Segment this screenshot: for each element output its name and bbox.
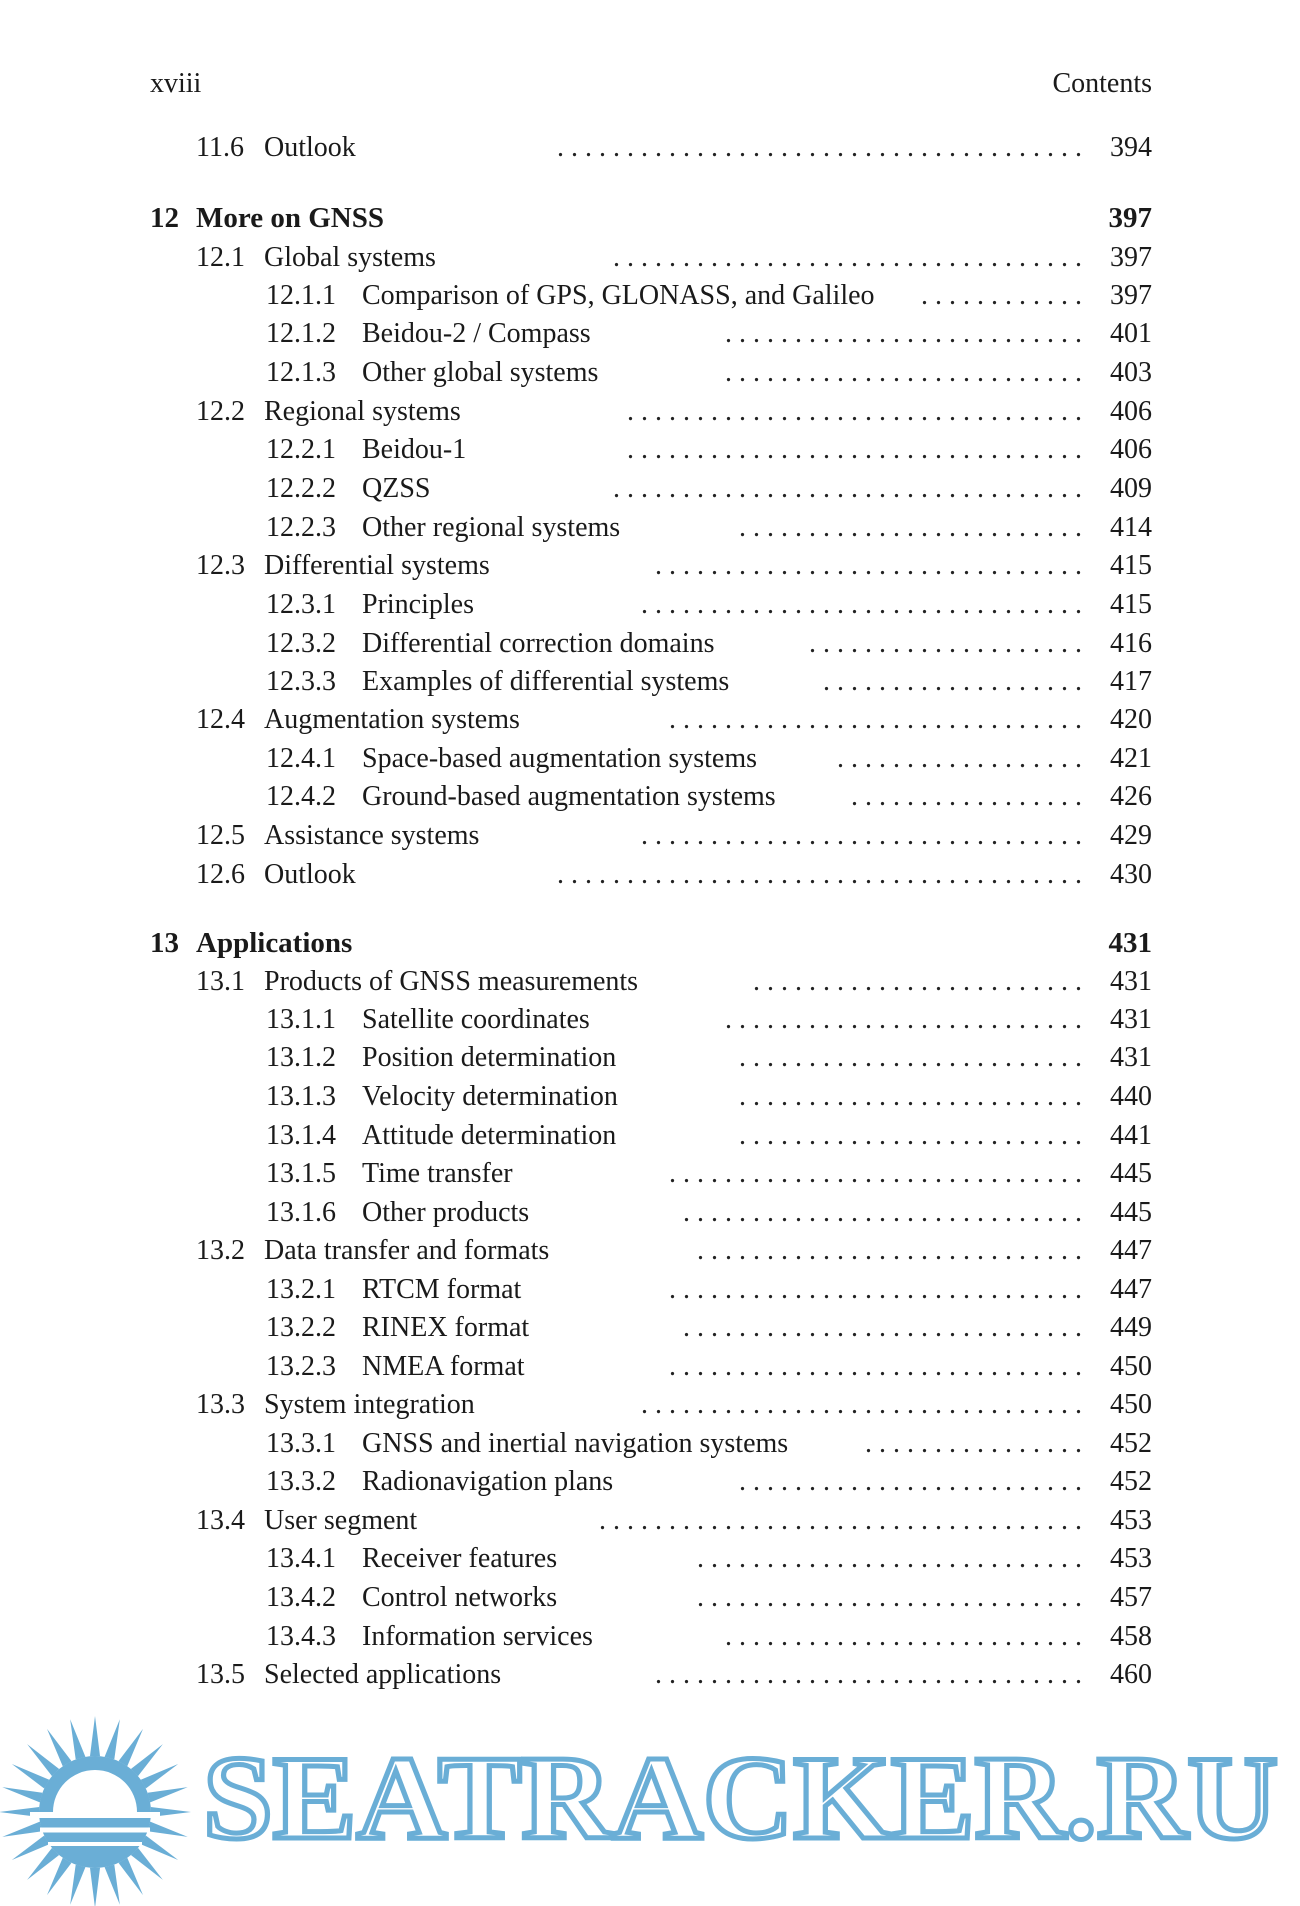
sun-ray <box>27 1744 59 1776</box>
toc-page-number: 431 <box>1110 1004 1152 1035</box>
toc-entry-title: Control networks <box>362 1582 558 1613</box>
toc-page-number: 421 <box>1110 743 1152 774</box>
dot-leader: . . . . . . . . . . . . . . . . . . . . . . . . . <box>739 512 1082 543</box>
dot-leader: . . . . . . . . . . . . . . . . . . . . . . . . . . . . . . . . . . . . . . <box>557 859 1082 890</box>
toc-entry-number: 12.1.3 <box>266 357 336 388</box>
sun-ray <box>90 1868 100 1906</box>
toc-entry-title: QZSS <box>362 473 431 504</box>
toc-entry-title: Examples of differential systems <box>362 666 730 697</box>
toc-entry-number: 12.4.2 <box>266 781 336 812</box>
toc-entry-title: Ground-based augmentation systems <box>362 781 776 812</box>
dot-leader: . . . . . . . . . . . . . . . . . . . . <box>809 628 1082 659</box>
toc-page-number: 457 <box>1110 1582 1152 1613</box>
toc-entry-number: 13.1 <box>196 966 245 997</box>
sun-ray <box>105 1865 120 1905</box>
toc-page-number: 416 <box>1110 628 1152 659</box>
dot-leader: . . . . . . . . . . . . . . . . . . . . . . . . . . . . . . . . . . . <box>599 1505 1082 1536</box>
toc-page-number: 441 <box>1110 1120 1152 1151</box>
sun-ray <box>70 1865 85 1905</box>
toc-entry-title: Selected applications <box>264 1659 502 1690</box>
toc-entry-title: Assistance systems <box>264 820 480 851</box>
toc-page-number: 445 <box>1110 1158 1152 1189</box>
dot-leader: . . . . . . . . . . . . . . . . <box>865 1428 1082 1459</box>
dot-leader: . . . . . . . . . . . . . . . . . . . . . . . . . . . . . . . . . <box>627 434 1082 465</box>
toc-page-number: 426 <box>1110 781 1152 812</box>
toc-page-number: 394 <box>1110 132 1152 163</box>
toc-entry-number: 12.2 <box>196 396 245 427</box>
toc-entry-title: Differential correction domains <box>362 628 715 659</box>
dot-leader: . . . . . . . . . . . . . . . . . . . . . . . . . . . . . <box>683 1197 1082 1228</box>
toc-subsection-entry[interactable] <box>266 1579 1152 1617</box>
toc-entry-title: Other global systems <box>362 357 599 388</box>
dot-leader: . . . . . . . . . . . . . . . . . . . . . . . . . . <box>725 1621 1082 1652</box>
toc-page-number: 453 <box>1110 1505 1152 1536</box>
toc-page-number: 458 <box>1110 1621 1152 1652</box>
toc-entry-number: 12.5 <box>196 820 245 851</box>
toc-subsection-entry[interactable] <box>266 470 1152 508</box>
dot-leader: . . . . . . . . . . . . . . . . . . . . . . . . . . . . . . . . . . <box>613 473 1082 504</box>
dot-leader: . . . . . . . . . . . . . . . . . . . . . . . . . . . . <box>697 1235 1082 1266</box>
toc-page-number: 420 <box>1110 704 1152 735</box>
toc-entry-title: RTCM format <box>362 1274 522 1305</box>
sun-ray <box>2 1787 42 1802</box>
toc-entry-title: Outlook <box>264 859 356 890</box>
toc-subsection-entry[interactable] <box>266 1194 1152 1232</box>
running-title: Contents <box>1052 68 1152 99</box>
dot-leader: . . . . . . . . . . . . . . . . . . . . . . . . . <box>739 1081 1082 1112</box>
sun-ray <box>119 1858 143 1895</box>
toc-subsection-entry[interactable] <box>266 663 1152 701</box>
dot-leader: . . . . . . . . . . . . . . . . . . . . . . . . . <box>739 1042 1082 1073</box>
toc-entry-title: Outlook <box>264 132 356 163</box>
dot-leader: . . . . . . . . . . . . . . . . . . . . . . . . . <box>739 1120 1082 1151</box>
dot-leader: . . . . . . . . . . . . . . . . . . . . . . . . . . . . . . . <box>655 550 1082 581</box>
toc-subsection-entry[interactable] <box>266 354 1152 392</box>
dot-leader: . . . . . . . . . . . . . . . . . . . . . . . . . . <box>725 318 1082 349</box>
toc-chapter-entry[interactable] <box>150 199 1152 237</box>
toc-entry-number: 11.6 <box>196 132 244 163</box>
toc-entry-number: 13.4.3 <box>266 1621 336 1652</box>
toc-subsection-entry[interactable] <box>266 1078 1152 1116</box>
toc-entry-number: 13.4.2 <box>266 1582 336 1613</box>
toc-subsection-entry[interactable] <box>266 431 1152 469</box>
toc-page-number: 430 <box>1110 859 1152 890</box>
sun-ray <box>119 1729 143 1766</box>
toc-page-number: 452 <box>1110 1428 1152 1459</box>
toc-entry-title: Satellite coordinates <box>362 1004 590 1035</box>
toc-page-number: 445 <box>1110 1197 1152 1228</box>
toc-entry-title: Principles <box>362 589 474 620</box>
toc-entry-number: 12.2.1 <box>266 434 336 465</box>
toc-subsection-entry[interactable] <box>266 1540 1152 1578</box>
dot-leader: . . . . . . . . . . . . . . . . . . . . . . . . . . . . . . . . <box>641 820 1082 851</box>
toc-entry-title: User segment <box>264 1505 418 1536</box>
toc-entry-title: Attitude determination <box>362 1120 617 1151</box>
toc-page-number: 414 <box>1110 512 1152 543</box>
toc-entry-number: 12.4.1 <box>266 743 336 774</box>
toc-page-number: 406 <box>1110 396 1152 427</box>
toc-page-number: 397 <box>1110 280 1152 311</box>
toc-entry-title: Receiver features <box>362 1543 558 1574</box>
dot-leader: . . . . . . . . . . . . <box>921 280 1082 311</box>
toc-page-number: 447 <box>1110 1274 1152 1305</box>
toc-subsection-entry[interactable] <box>266 1618 1152 1656</box>
toc-entry-title: RINEX format <box>362 1312 530 1343</box>
toc-entry-title: Time transfer <box>362 1158 513 1189</box>
toc-subsection-entry[interactable] <box>266 1463 1152 1501</box>
sun-ray <box>148 1787 188 1802</box>
toc-entry-number: 12 <box>150 202 179 234</box>
toc-entry-title: NMEA format <box>362 1351 525 1382</box>
dot-leader: . . . . . . . . . . . . . . . . . . . . . . . . . . . . <box>697 1543 1082 1574</box>
toc-section-entry[interactable] <box>196 1386 1152 1424</box>
sun-ray <box>105 1719 120 1759</box>
toc-section-entry[interactable] <box>196 963 1152 1001</box>
toc-page-number: 431 <box>1110 1042 1152 1073</box>
dot-leader: . . . . . . . . . . . . . . . . . . . . . . . . . . . . . <box>683 1312 1082 1343</box>
toc-entry-title: Radionavigation plans <box>362 1466 614 1497</box>
toc-page-number: 440 <box>1110 1081 1152 1112</box>
toc-entry-title: Global systems <box>264 242 436 273</box>
sun-ray <box>131 1848 163 1880</box>
toc-entry-title: Differential systems <box>264 550 490 581</box>
dot-leader: . . . . . . . . . . . . . . . . . . . . . . . . <box>753 966 1082 997</box>
toc-entry-number: 13.4 <box>196 1505 245 1536</box>
toc-entry-title: Beidou-1 <box>362 434 467 465</box>
toc-page-number: 429 <box>1110 820 1152 851</box>
sun-ray <box>131 1744 163 1776</box>
toc-section-entry[interactable] <box>196 239 1152 277</box>
sun-ray <box>12 1836 49 1860</box>
dot-leader: . . . . . . . . . . . . . . . . . . . . . . . . . . . . . . <box>669 1158 1082 1189</box>
sun-ray <box>27 1848 59 1880</box>
sun-ray <box>141 1764 178 1788</box>
toc-page-number: 447 <box>1110 1235 1152 1266</box>
dot-leader: . . . . . . . . . . . . . . . . . . . . . . . . . . <box>725 357 1082 388</box>
toc-entry-number: 13.2.1 <box>266 1274 336 1305</box>
toc-subsection-entry[interactable] <box>266 277 1152 315</box>
toc-entry-number: 12.2.3 <box>266 512 336 543</box>
toc-entry-number: 12.1.1 <box>266 280 336 311</box>
dot-leader: . . . . . . . . . . . . . . . . . . . . . . . . . . . . <box>697 1582 1082 1613</box>
dot-leader: . . . . . . . . . . . . . . . . . . . . . . . . . . . . . . . . . . <box>613 242 1082 273</box>
toc-entry-title: More on GNSS <box>196 202 384 234</box>
toc-entry-number: 13.3.1 <box>266 1428 336 1459</box>
toc-entry-title: Beidou-2 / Compass <box>362 318 591 349</box>
toc-subsection-entry[interactable] <box>266 740 1152 778</box>
dot-leader: . . . . . . . . . . . . . . . . . . . . . . . . . . . . . . . . <box>641 589 1082 620</box>
dot-leader: . . . . . . . . . . . . . . . . . . . . . . . . . . . . . . . . . <box>627 396 1082 427</box>
toc-page-number: 449 <box>1110 1312 1152 1343</box>
sun-ray <box>70 1719 85 1759</box>
toc-subsection-entry[interactable] <box>266 1155 1152 1193</box>
toc-entry-title: Comparison of GPS, GLONASS, and Galileo <box>362 280 875 311</box>
toc-entry-number: 12.1.2 <box>266 318 336 349</box>
sun-ray <box>47 1729 71 1766</box>
toc-page-number: 452 <box>1110 1466 1152 1497</box>
toc-entry-number: 13.1.5 <box>266 1158 336 1189</box>
toc-page-number: 409 <box>1110 473 1152 504</box>
sun-ray <box>47 1858 71 1895</box>
toc-section-entry[interactable] <box>196 1656 1152 1694</box>
toc-entry-title: Velocity determination <box>362 1081 618 1112</box>
dot-leader: . . . . . . . . . . . . . . . . . . . . . . . . . . <box>725 1004 1082 1035</box>
toc-subsection-entry[interactable] <box>266 315 1152 353</box>
toc-subsection-entry[interactable] <box>266 509 1152 547</box>
toc-section-entry[interactable] <box>196 393 1152 431</box>
sun-ray <box>148 1822 188 1837</box>
sun-ray <box>141 1836 178 1860</box>
dot-leader: . . . . . . . . . . . . . . . . . . . . . . . . . . . . . . <box>669 1274 1082 1305</box>
toc-subsection-entry[interactable] <box>266 1348 1152 1386</box>
toc-entry-number: 13 <box>150 927 179 959</box>
toc-subsection-entry[interactable] <box>266 778 1152 816</box>
dot-leader: . . . . . . . . . . . . . . . . . . . . . . . . . . . . . . <box>669 704 1082 735</box>
toc-entry-number: 12.3.1 <box>266 589 336 620</box>
dot-leader: . . . . . . . . . . . . . . . . . . . . . . . . . <box>739 1466 1082 1497</box>
toc-entry-title: GNSS and inertial navigation systems <box>362 1428 789 1459</box>
toc-page-number: 431 <box>1110 966 1152 997</box>
toc-entry-title: Information services <box>362 1621 593 1652</box>
page-number: xviii <box>150 68 202 99</box>
toc-entry-title: Applications <box>196 927 353 959</box>
toc-entry-number: 12.3 <box>196 550 245 581</box>
toc-entry-number: 12.3.2 <box>266 628 336 659</box>
toc-page-number: 415 <box>1110 550 1152 581</box>
toc-section-entry[interactable] <box>196 1232 1152 1270</box>
toc-entry-title: Augmentation systems <box>264 704 520 735</box>
toc-entry-title: System integration <box>264 1389 475 1420</box>
toc-entry-number: 12.4 <box>196 704 245 735</box>
toc-entry-number: 13.1.2 <box>266 1042 336 1073</box>
toc-section-entry[interactable] <box>196 547 1152 585</box>
toc-entry-number: 13.2 <box>196 1235 245 1266</box>
dot-leader: . . . . . . . . . . . . . . . . . . . . . . . . . . . . . . . <box>655 1659 1082 1690</box>
toc-entry-number: 12.1 <box>196 242 245 273</box>
toc-entry-number: 12.3.3 <box>266 666 336 697</box>
sun-logo-icon <box>0 1716 191 1906</box>
toc-entry-number: 13.2.2 <box>266 1312 336 1343</box>
sun-ray <box>12 1764 49 1788</box>
toc-entry-number: 12.6 <box>196 859 245 890</box>
toc-subsection-entry[interactable] <box>266 1425 1152 1463</box>
toc-page-number: 417 <box>1110 666 1152 697</box>
toc-entry-number: 13.3 <box>196 1389 245 1420</box>
toc-section-entry[interactable] <box>196 1502 1152 1540</box>
dot-leader: . . . . . . . . . . . . . . . . . . . . . . . . . . . . . . . . <box>641 1389 1082 1420</box>
toc-entry-number: 13.3.2 <box>266 1466 336 1497</box>
dot-leader: . . . . . . . . . . . . . . . . . . . . . . . . . . . . . . <box>669 1351 1082 1382</box>
toc-entry-number: 13.1.3 <box>266 1081 336 1112</box>
toc-entry-number: 13.1.6 <box>266 1197 336 1228</box>
toc-subsection-entry[interactable] <box>266 1117 1152 1155</box>
toc-entry-number: 13.5 <box>196 1659 245 1690</box>
toc-section-entry[interactable] <box>196 129 1152 167</box>
toc-section-entry[interactable] <box>196 701 1152 739</box>
dot-leader: . . . . . . . . . . . . . . . . . . . <box>823 666 1082 697</box>
toc-subsection-entry[interactable] <box>266 625 1152 663</box>
toc-entry-title: Space-based augmentation systems <box>362 743 758 774</box>
toc-section-entry[interactable] <box>196 817 1152 855</box>
toc-entry-number: 12.2.2 <box>266 473 336 504</box>
toc-entry-number: 13.1.1 <box>266 1004 336 1035</box>
dot-leader: . . . . . . . . . . . . . . . . . . <box>837 743 1082 774</box>
toc-page-number: 397 <box>1108 202 1152 234</box>
toc-chapter-entry[interactable] <box>150 924 1152 962</box>
toc-subsection-entry[interactable] <box>266 1309 1152 1347</box>
toc-entry-title: Data transfer and formats <box>264 1235 550 1266</box>
toc-page-number: 406 <box>1110 434 1152 465</box>
toc-entry-title: Position determination <box>362 1042 617 1073</box>
toc-entry-number: 13.4.1 <box>266 1543 336 1574</box>
toc-page-number: 403 <box>1110 357 1152 388</box>
toc-page-number: 450 <box>1110 1351 1152 1382</box>
toc-subsection-entry[interactable] <box>266 1039 1152 1077</box>
dot-leader: . . . . . . . . . . . . . . . . . <box>851 781 1082 812</box>
toc-page-number: 431 <box>1108 927 1152 959</box>
toc-entry-title: Regional systems <box>264 396 461 427</box>
watermark <box>0 1712 1300 1906</box>
toc-subsection-entry[interactable] <box>266 1001 1152 1039</box>
toc-page-number: 460 <box>1110 1659 1152 1690</box>
toc-page-number: 401 <box>1110 318 1152 349</box>
sun-ray <box>90 1716 100 1756</box>
toc-page-number: 397 <box>1110 242 1152 273</box>
toc-page-number: 415 <box>1110 589 1152 620</box>
toc-subsection-entry[interactable] <box>266 586 1152 624</box>
dot-leader: . . . . . . . . . . . . . . . . . . . . . . . . . . . . . . . . . . . . . . <box>557 132 1082 163</box>
toc-entry-number: 13.1.4 <box>266 1120 336 1151</box>
watermark-text: SEATRACKER.RU <box>203 1731 1278 1864</box>
toc-entry-title: Products of GNSS measurements <box>264 966 639 997</box>
toc-section-entry[interactable] <box>196 856 1152 894</box>
toc-entry-title: Other products <box>362 1197 530 1228</box>
toc-entry-number: 13.2.3 <box>266 1351 336 1382</box>
toc-page-number: 453 <box>1110 1543 1152 1574</box>
toc-entry-title: Other regional systems <box>362 512 621 543</box>
sun-ray <box>2 1822 42 1837</box>
toc-subsection-entry[interactable] <box>266 1271 1152 1309</box>
toc-page-number: 450 <box>1110 1389 1152 1420</box>
